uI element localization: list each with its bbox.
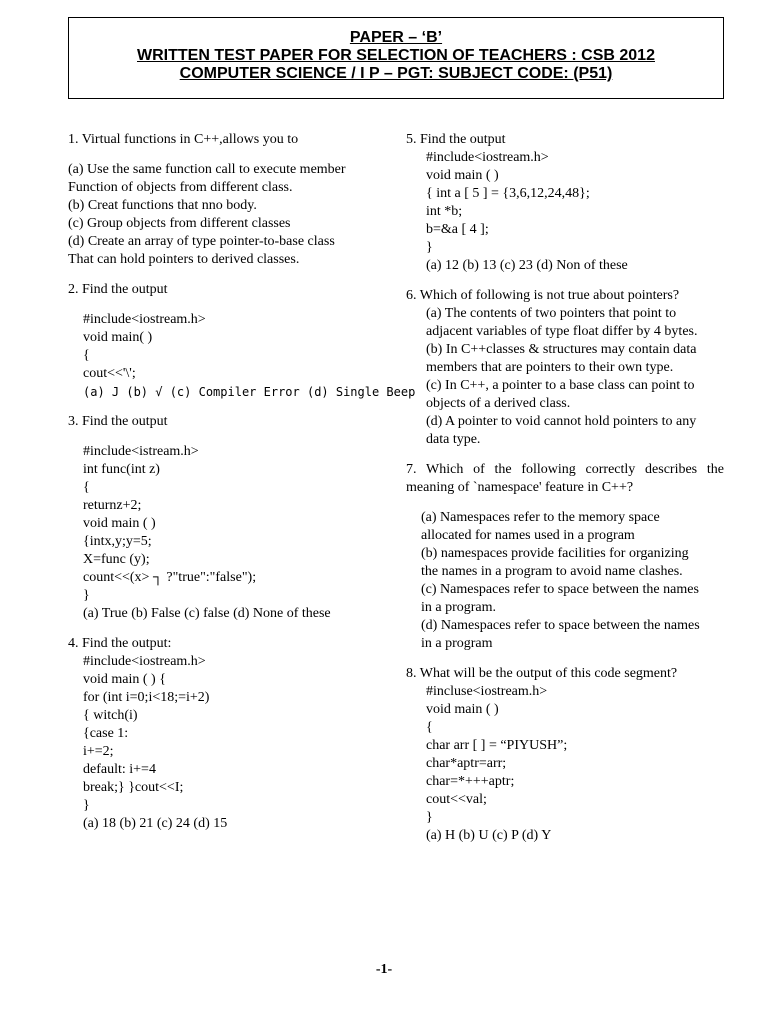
question-text: 6. Which of following is not true about pointers? [406, 288, 680, 303]
question-6 [406, 287, 724, 449]
code-line: #include<iostream.h> [83, 654, 206, 669]
code-line: X=func (y); [83, 552, 150, 567]
question-1 [68, 131, 368, 269]
question-5 [406, 131, 724, 275]
page-number: -1- [375, 962, 393, 977]
options-line: (a) 18 (b) 21 (c) 24 (d) 15 [83, 816, 228, 831]
code-line: break;} }cout<<I; [83, 780, 184, 795]
code-line: } [83, 798, 90, 813]
option-line: adjacent variables of type float differ by 4 bytes. [426, 324, 698, 339]
right-column [406, 131, 724, 845]
paper-title: PAPER – ‘B’ [349, 29, 443, 46]
code-line: char*aptr=arr; [426, 756, 507, 771]
option-line: (d) A pointer to void cannot hold pointers to any [426, 414, 697, 429]
question-7 [406, 461, 724, 653]
question-text: 1. Virtual functions in C++,allows you to [68, 132, 299, 147]
question-text: 5. Find the output [406, 132, 506, 147]
question-3 [68, 413, 368, 623]
option-line: (a) Namespaces refer to the memory space [421, 510, 660, 525]
code-line: int func(int z) [83, 462, 160, 477]
option-line: (b) In C++classes & structures may contain data [426, 342, 697, 357]
subject-title: COMPUTER SCIENCE / I P – PGT: SUBJECT CODE: (P51) [179, 65, 613, 82]
code-line: {intx,y;y=5; [83, 534, 152, 549]
question-8 [406, 665, 724, 845]
option-line: (c) Group objects from different classes [68, 216, 291, 231]
code-line: } [426, 240, 433, 255]
code-line: void main ( ) { [83, 672, 166, 687]
option-line: (d) Namespaces refer to space between the names [421, 618, 700, 633]
code-line: int *b; [426, 204, 463, 219]
option-line: (a) Use the same function call to execute member [68, 162, 346, 177]
question-text: 7. Which of the following correctly describes the [406, 462, 724, 477]
code-line: { int a [ 5 ] = {3,6,12,24,48}; [426, 186, 590, 201]
code-line: i+=2; [83, 744, 114, 759]
option-line: (b) Creat functions that nno body. [68, 198, 257, 213]
question-text: 8. What will be the output of this code segment? [406, 666, 678, 681]
option-line: (c) Namespaces refer to space between the names [421, 582, 699, 597]
code-line: void main ( ) [426, 702, 499, 717]
option-line: (a) The contents of two pointers that point to [426, 306, 677, 321]
options-line: (a) 12 (b) 13 (c) 23 (d) Non of these [426, 258, 628, 273]
option-line: allocated for names used in a program [421, 528, 635, 543]
code-line: #include<istream.h> [83, 444, 199, 459]
question-text: 2. Find the output [68, 282, 168, 297]
code-line: } [83, 588, 90, 603]
option-line: the names in a program to avoid name clashes. [421, 564, 683, 579]
code-line: b=&a [ 4 ]; [426, 222, 489, 237]
options-line: (a) H (b) U (c) P (d) Y [426, 828, 552, 843]
question-text: meaning of `namespace' feature in C++? [406, 480, 634, 495]
code-line: count<<(x> ┐ ?"true":"false"); [83, 570, 257, 585]
code-line: for (int i=0;i<18;=i+2) [83, 690, 210, 705]
code-line: #include<iostream.h> [83, 312, 206, 327]
code-line: char=*+++aptr; [426, 774, 515, 789]
option-line: (c) In C++, a pointer to a base class can point to [426, 378, 695, 393]
question-2 [68, 281, 416, 401]
question-4 [68, 635, 368, 833]
code-line: #incluse<iostream.h> [426, 684, 548, 699]
option-line: That can hold pointers to derived classes. [68, 252, 300, 267]
code-line: default: i+=4 [83, 762, 156, 777]
test-title: WRITTEN TEST PAPER FOR SELECTION OF TEACHERS : CSB 2012 [137, 47, 655, 64]
option-line: in a program [421, 636, 493, 651]
code-line: { witch(i) [83, 708, 138, 723]
code-line: {case 1: [83, 726, 129, 741]
code-line: { [83, 480, 90, 495]
paper-header [68, 17, 724, 99]
option-line: Function of objects from different class. [68, 180, 293, 195]
code-line: #include<iostream.h> [426, 150, 549, 165]
options-line: (a) True (b) False (c) false (d) None of these [83, 606, 331, 621]
option-line: (d) Create an array of type pointer-to-base class [68, 234, 335, 249]
code-line: void main ( ) [83, 516, 156, 531]
question-text: 4. Find the output: [68, 636, 172, 651]
code-line: char arr [ ] = “PIYUSH”; [426, 738, 568, 753]
code-line: void main( ) [83, 330, 153, 345]
question-text: 3. Find the output [68, 414, 168, 429]
code-line: } [426, 810, 433, 825]
options-line: (a) J (b) √ (c) Compiler Error (d) Single Beep [83, 385, 416, 399]
option-line: members that are pointers to their own type. [426, 360, 674, 375]
option-line: (b) namespaces provide facilities for organizing [421, 546, 689, 561]
option-line: in a program. [421, 600, 497, 615]
option-line: data type. [426, 432, 481, 447]
code-line: returnz+2; [83, 498, 142, 513]
code-line: { [83, 348, 90, 363]
code-line: cout<<'\'; [83, 366, 136, 381]
option-line: objects of a derived class. [426, 396, 571, 411]
code-line: cout<<val; [426, 792, 487, 807]
left-column [68, 131, 416, 833]
code-line: { [426, 720, 433, 735]
code-line: void main ( ) [426, 168, 499, 183]
